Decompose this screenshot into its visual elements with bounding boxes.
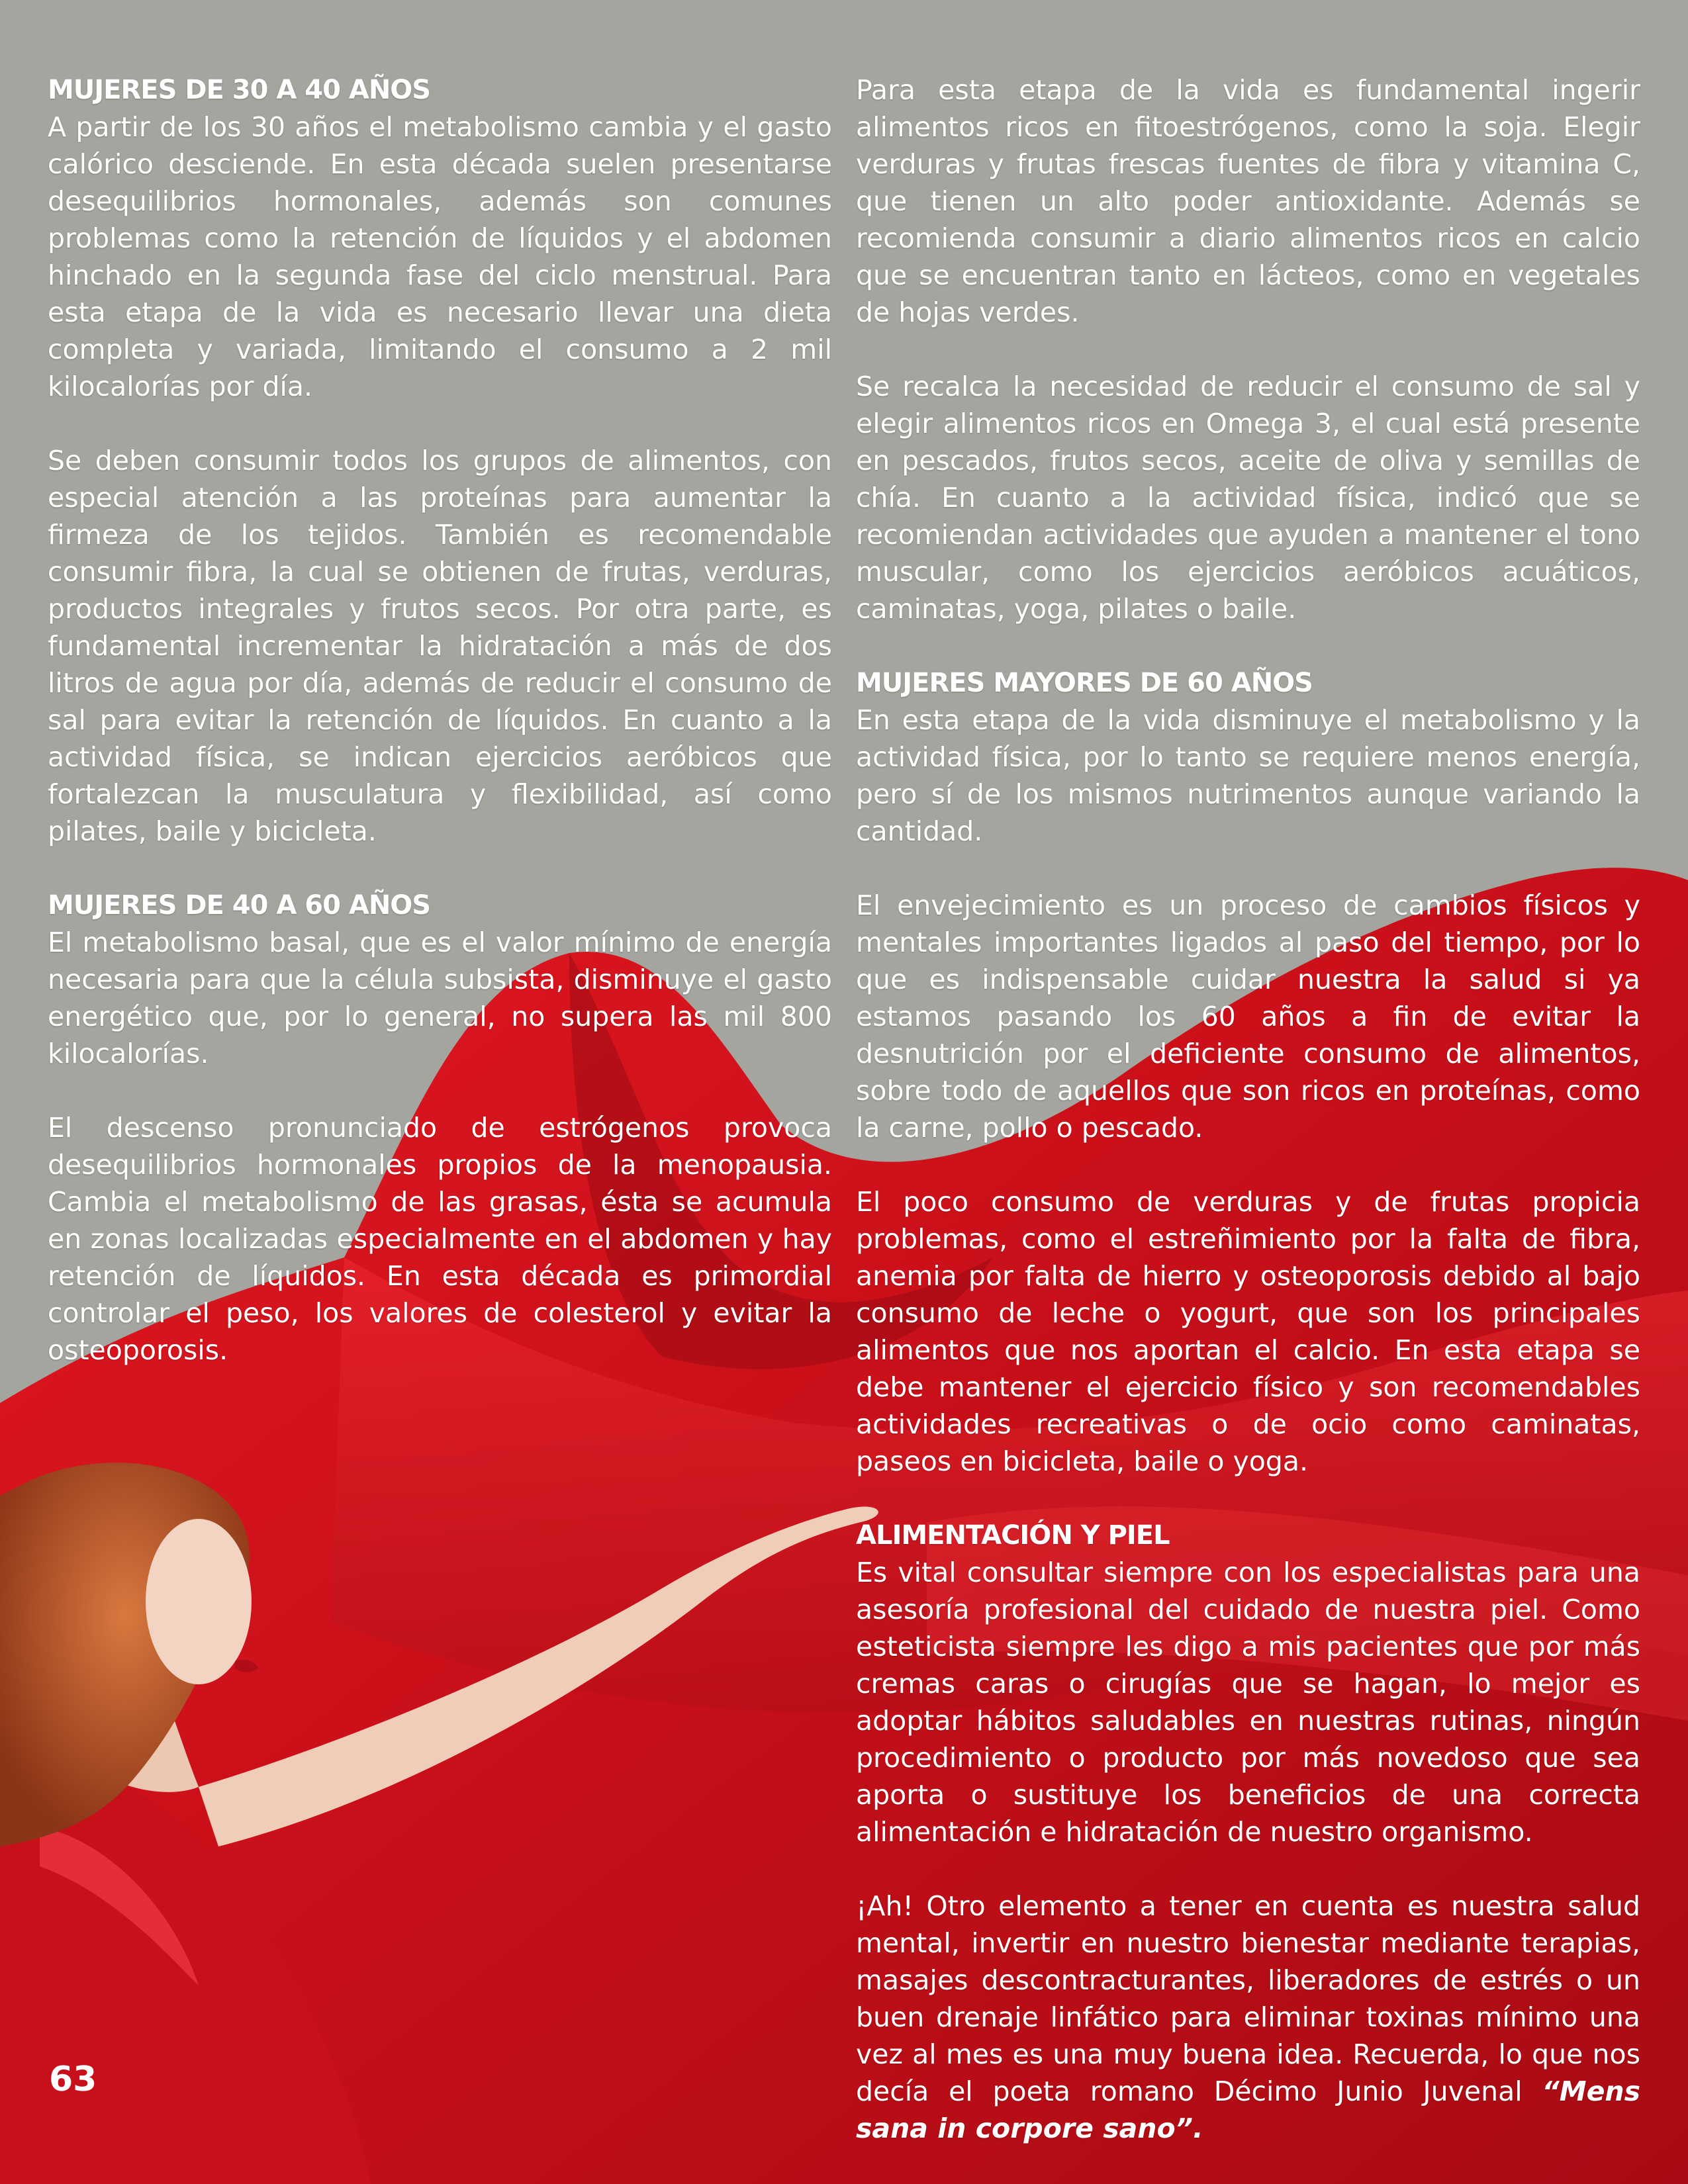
page-number: 63	[49, 2060, 97, 2099]
left-column	[48, 71, 832, 1406]
right-column	[856, 71, 1640, 2184]
paragraph-text: ¡Ah! Otro elemento a tener en cuenta es nuestra salud mental, invertir en nuestro bienestar mediante terapias, masajes descontracturantes, liberadores de estrés o un buen drenaje linfático para eliminar toxinas mínimo una vez al mes es una muy buena idea. Recuerda, lo que nos decía el poeta romano Décimo Junio Juvenal	[856, 1890, 1640, 2107]
paragraph: El metabolismo basal, que es el valor mínimo de energía necesaria para que la célula subsista, disminuye el gasto energético que, por lo general, no supera las mil 800 kilocalorías.	[48, 927, 832, 1069]
paragraph: El poco consumo de verduras y de frutas propicia problemas, como el estreñimiento por la falta de fibra, anemia por falta de hierro y osteoporosis debido al bajo consumo de leche o yogurt, que son los principales alimentos que nos aportan el calcio. En esta etapa se debe mantener el ejercicio físico y son recomendables actividades recreativas o de ocio como caminatas, paseos en bicicleta, baile o yoga.	[856, 1186, 1640, 1477]
quote: “Mens sana in corpore sano”.	[856, 2075, 1640, 2144]
section-heading: MUJERES DE 40 A 60 AÑOS	[48, 890, 431, 921]
paragraph: El descenso pronunciado de estrógenos provoca desequilibrios hormonales propios de la menopausia. Cambia el metabolismo de las grasas, ésta se acumula en zonas localizadas especialmente en el abdomen y hay retención de líquidos. En esta década es primordial controlar el peso, los valores de colesterol y evitar la osteoporosis.	[48, 1112, 832, 1366]
paragraph-with-quote	[856, 1888, 1640, 2147]
paragraph: Se recalca la necesidad de reducir el consumo de sal y elegir alimentos ricos en Omega 3, el cual está presente en pescados, frutos secos, aceite de oliva y semillas de chía. En cuanto a la actividad física, indicó que se recomiendan actividades que ayuden a mantener el tono muscular, como los ejercicios aeróbicos acuáticos, caminatas, yoga, pilates o baile.	[856, 371, 1640, 625]
paragraph: Es vital consultar siempre con los especialistas para una asesoría profesional del cuidado de nuestra piel. Como esteticista siempre les digo a mis pacientes que por más cremas caras o cirugías que se hagan, lo mejor es adoptar hábitos saludables en nuestras rutinas, ningún procedimiento o producto por más novedoso que sea aporta o sustituye los beneficios de una correcta alimentación e hidratación de nuestro organismo.	[856, 1557, 1640, 1848]
section-heading: ALIMENTACIÓN Y PIEL	[856, 1520, 1170, 1551]
paragraph: Para esta etapa de la vida es fundamental ingerir alimentos ricos en fitoestrógenos, como la soja. Elegir verduras y frutas frescas fuentes de fibra y vitamina C, que tienen un alto poder antioxidante. Además se recomienda consumir a diario alimentos ricos en calcio que se encuentran tanto en lácteos, como en vegetales de hojas verdes.	[856, 74, 1640, 328]
model-face	[146, 1519, 252, 1684]
section-heading: MUJERES DE 30 A 40 AÑOS	[48, 75, 431, 105]
paragraph: El envejecimiento es un proceso de cambios físicos y mentales importantes ligados al paso del tiempo, por lo que es indispensable cuidar nuestra la salud si ya estamos pasando los 60 años a fin de evitar la desnutrición por el deficiente consumo de alimentos, sobre todo de aquellos que son ricos en proteínas, como la carne, pollo o pescado.	[856, 889, 1640, 1144]
paragraph: En esta etapa de la vida disminuye el metabolismo y la actividad física, por lo tanto se requiere menos energía, pero sí de los mismos nutrimentos aunque variando la cantidad.	[856, 704, 1640, 847]
paragraph: Se deben consumir todos los grupos de alimentos, con especial atención a las proteínas para aumentar la firmeza de los tejidos. También es recomendable consumir fibra, la cual se obtienen de frutas, verduras, productos integrales y frutos secos. Por otra parte, es fundamental incrementar la hidratación a más de dos litros de agua por día, además de reducir el consumo de sal para evitar la retención de líquidos. En cuanto a la actividad física, se indican ejercicios aeróbicos que fortalezcan la musculatura y flexibilidad, así como pilates, baile y bicicleta.	[48, 445, 832, 847]
section-heading: MUJERES MAYORES DE 60 AÑOS	[856, 668, 1313, 698]
paragraph: A partir de los 30 años el metabolismo cambia y el gasto calórico desciende. En esta década suelen presentarse desequilibrios hormonales, además son comunes problemas como la retención de líquidos y el abdomen hinchado en la segunda fase del ciclo menstrual. Para esta etapa de la vida es necesario llevar una dieta completa y variada, limitando el consumo a 2 mil kilocalorías por día.	[48, 111, 832, 402]
